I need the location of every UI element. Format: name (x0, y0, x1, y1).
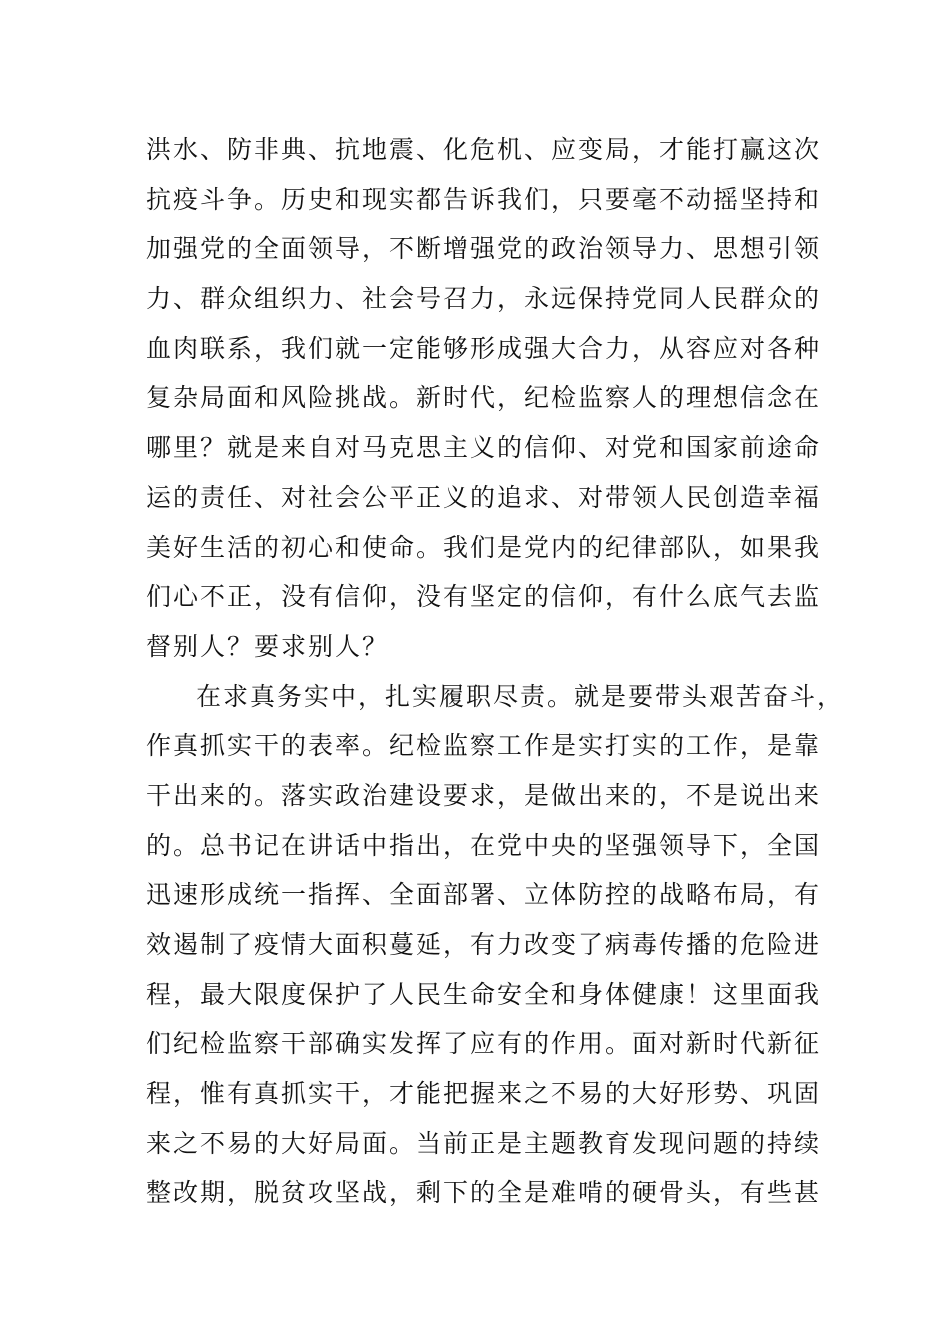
text-line: 干出来的。落实政治建设要求，是做出来的，不是说出来 (146, 781, 822, 810)
text-line: 程，最大限度保护了人民生命安全和身体健康！这里面我 (146, 980, 822, 1009)
text-line: 洪水、防非典、抗地震、化危机、应变局，才能打赢这次 (146, 135, 822, 164)
text-line: 督别人？要求别人？ (146, 632, 390, 661)
text-line: 力、群众组织力、社会号召力，永远保持党同人民群众的 (146, 284, 822, 313)
text-line: 血肉联系，我们就一定能够形成强大合力，从容应对各种 (146, 334, 822, 363)
text-line: 来之不易的大好局面。当前正是主题教育发现问题的持续 (146, 1129, 822, 1158)
text-line: 程，惟有真抓实干，才能把握来之不易的大好形势、巩固 (146, 1079, 822, 1108)
text-line: 运的责任、对社会公平正义的追求、对带领人民创造幸福 (146, 483, 822, 512)
text-line: 们纪检监察干部确实发挥了应有的作用。面对新时代新征 (146, 1029, 822, 1058)
text-line: 加强党的全面领导，不断增强党的政治领导力、思想引领 (146, 234, 822, 263)
text-line: 美好生活的初心和使命。我们是党内的纪律部队，如果我 (146, 533, 822, 562)
text-line: 作真抓实干的表率。纪检监察工作是实打实的工作，是靠 (146, 731, 822, 760)
text-line: 效遏制了疫情大面积蔓延，有力改变了病毒传播的危险进 (146, 930, 822, 959)
text-line: 们心不正，没有信仰，没有坚定的信仰，有什么底气去监 (146, 582, 822, 611)
text-line: 复杂局面和风险挑战。新时代，纪检监察人的理想信念在 (146, 383, 822, 412)
text-line: 的。总书记在讲话中指出，在党中央的坚强领导下，全国 (146, 831, 822, 860)
text-line: 整改期，脱贫攻坚战，剩下的全是难啃的硬骨头，有些甚 (146, 1178, 822, 1207)
text-line: 哪里？就是来自对马克思主义的信仰、对党和国家前途命 (146, 433, 822, 462)
paragraph-first-line: 在求真务实中，扎实履职尽责。就是要带头艰苦奋斗， (196, 682, 845, 711)
text-line: 迅速形成统一指挥、全面部署、立体防控的战略布局，有 (146, 880, 822, 909)
text-line: 抗疫斗争。历史和现实都告诉我们，只要毫不动摇坚持和 (146, 185, 822, 214)
